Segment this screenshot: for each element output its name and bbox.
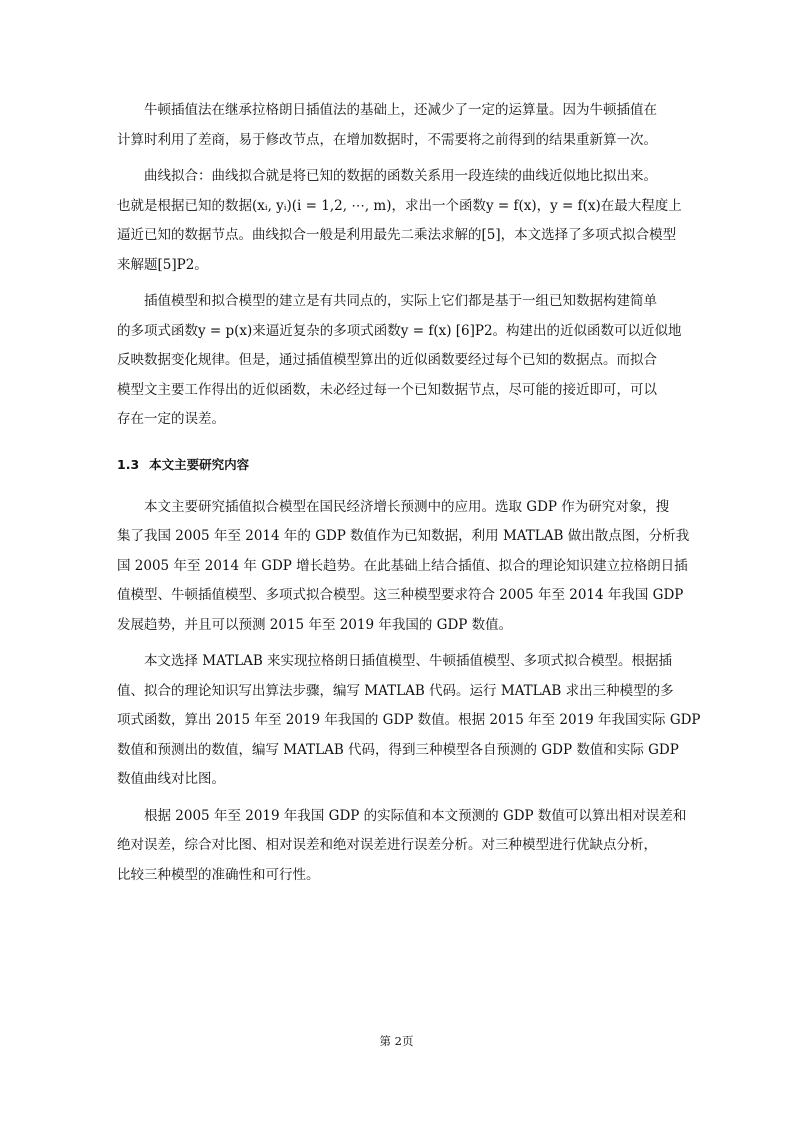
text-line: 发展趋势，并且可以预测 2015 年至 2019 年我国的 GDP 数值。	[117, 616, 513, 633]
paragraph	[117, 493, 690, 641]
text-line: 本文主要研究插值拟合模型在国民经济增长预测中的应用。选取 GDP 作为研究对象，搜	[144, 498, 670, 515]
text-line: 来解题[5]P2。	[117, 256, 208, 273]
text-line: 根据 2005 年至 2019 年我国 GDP 的实际值和本文预测的 GDP 数值可以算出相对误差和	[144, 807, 687, 824]
page-footer	[0, 1033, 793, 1049]
paragraph	[117, 647, 701, 795]
text-line: 反映数据变化规律。但是，通过插值模型算出的近似函数要经过每个已知的数据点。而拟合	[117, 352, 657, 368]
text-line: 也就是根据已知的数据(xᵢ, yᵢ)(i = 1,2, ⋯, m)，求出一个函数y = f(x)，y = f(x)在最大程度上	[117, 197, 682, 214]
page-body	[117, 96, 701, 897]
text-line: 项式函数，算出 2015 年至 2019 年我国的 GDP 数值。根据 2015 年至 2019 年我国实际 GDP	[117, 712, 701, 728]
text-line: 牛顿插值法在继承拉格朗日插值法的基础上，还减少了一定的运算量。因为牛顿插值在	[144, 102, 657, 118]
paragraph	[117, 287, 682, 435]
text-line: 的多项式函数y = p(x)来逼近复杂的多项式函数y = f(x) [6]P2。构建出的近似函数可以近似地	[117, 322, 682, 339]
section-number: 1.3	[117, 456, 140, 472]
paragraph	[117, 802, 687, 891]
text-line: 模型文主要工作得出的近似函数，未必经过每一个已知数据节点，尽可能的接近即可，可以	[117, 381, 657, 398]
page-number: 第 2页	[379, 1034, 414, 1048]
text-line: 值、拟合的理论知识写出算法步骤，编写 MATLAB 代码。运行 MATLAB 求出三种模型的多	[117, 682, 674, 699]
text-line: 集了我国 2005 年至 2014 年的 GDP 数值作为已知数据，利用 MATLAB 做出散点图，分析我	[117, 528, 690, 544]
text-line: 数值曲线对比图。	[117, 771, 225, 787]
text-line: 国 2005 年至 2014 年 GDP 增长趋势。在此基础上结合插值、拟合的理论知识建立拉格朗日插	[117, 557, 688, 574]
text-line: 数值和预测出的数值，编写 MATLAB 代码，得到三种模型各自预测的 GDP 数值和实际 GDP	[117, 741, 679, 758]
intro-paragraphs	[117, 96, 682, 435]
text-line: 曲线拟合：曲线拟合就是将已知的数据的函数关系用一段连续的曲线近似地比拟出来。	[144, 168, 657, 184]
text-line: 比较三种模型的准确性和可行性。	[117, 866, 320, 883]
text-line: 存在一定的误差。	[117, 411, 225, 427]
section-title: 本文主要研究内容	[149, 456, 250, 472]
paragraph	[117, 162, 682, 280]
text-line: 值模型、牛顿插值模型、多项式拟合模型。这三种模型要求符合 2005 年至 2014 年我国 GDP	[117, 587, 684, 603]
text-line: 插值模型和拟合模型的建立是有共同点的，实际上它们都是基于一组已知数据构建简单	[144, 293, 657, 309]
paragraph	[117, 96, 682, 155]
text-line: 绝对误差，综合对比图、相对误差和绝对误差进行误差分析。对三种模型进行优缺点分析，	[117, 837, 657, 853]
text-line: 逼近已知的数据节点。曲线拟合一般是利用最先二乘法求解的[5]，本文选择了多项式拟合模型	[117, 227, 677, 243]
section-heading	[117, 455, 682, 475]
section-paragraphs	[117, 493, 701, 891]
text-line: 计算时利用了差商，易于修改节点，在增加数据时，不需要将之前得到的结果重新算一次。	[117, 131, 657, 148]
text-line: 本文选择 MATLAB 来实现拉格朗日插值模型、牛顿插值模型、多项式拟合模型。根据插	[144, 653, 673, 669]
